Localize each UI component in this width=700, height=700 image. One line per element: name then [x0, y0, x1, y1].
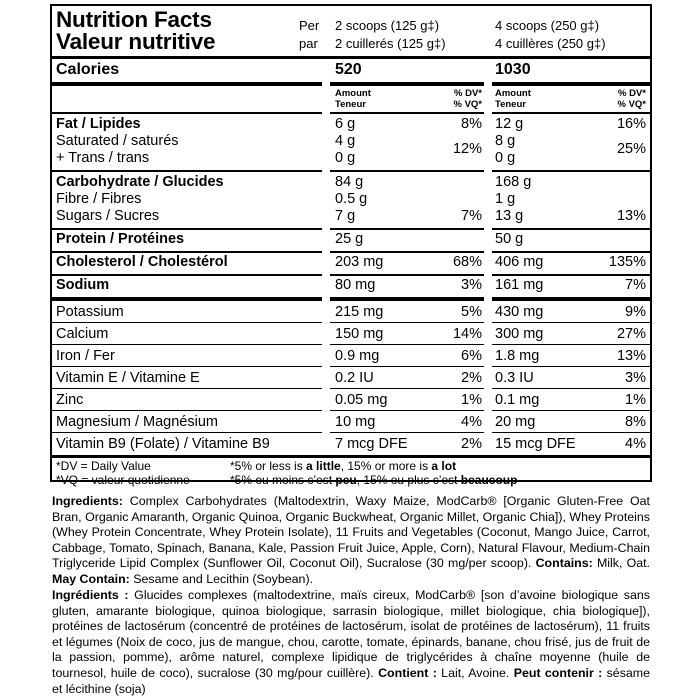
nutrient-amount: 6 g [335, 116, 356, 132]
per-fr: par [299, 36, 318, 51]
nutrient-amount: 215 mg [335, 304, 384, 320]
column-gap [322, 6, 330, 56]
nutrient-dv: 14% [452, 326, 482, 342]
serving2-fr: 4 cuillères (250 g‡) [495, 36, 606, 51]
nutrient-label: Fibre / Fibres [56, 191, 142, 207]
nutrient-dv: 1% [461, 392, 482, 408]
nutrient-dv: 9% [625, 304, 646, 320]
nutrient-amount: 7 g [335, 208, 356, 224]
nutrient-amount: 8 g [495, 133, 516, 149]
divider [52, 112, 650, 114]
nutrient-amount: 161 mg [495, 277, 544, 293]
nutrient-dv: 1% [625, 392, 646, 408]
nutrient-amount: 50 g [495, 231, 524, 247]
divider [52, 274, 650, 276]
divider [52, 170, 650, 172]
nutrient-label: Fat / Lipides [56, 116, 141, 132]
divider-thin [52, 366, 650, 367]
divider [52, 251, 650, 253]
ingredients-en: Ingredients: Complex Carbohydrates (Maltodextrin, Waxy Maize, ModCarb® [Organic Gluten-Free Oat Bran, Organic Amaranth, Organic Quinoa, Organic Buckwheat, Organic Millet, Organic Chia]), Whey Proteins (Whey Protein Concentrate, Whey Protein Isolate), 11 Fruits and Vegetables (Coconut, Mango Juice, Carrot, Cabbage, Tomato, Spinach, Banana, Kale, Passion Fruit Juice, Apple, Corn), Natural Flavour, Medium-Chain Triglyceride Lipid Complex (Sunflower Oil, Coconut Oil), Sucralose (30 mg/per scoop). Contains: Milk, Oat. May Contain: Sesame and Lecithin (Soybean). [52, 494, 651, 586]
divider-thin [52, 344, 650, 345]
nutrient-label: Iron / Fer [56, 348, 115, 364]
nutrient-label: Potassium [56, 304, 124, 320]
nutrient-amount: 150 mg [335, 326, 384, 342]
calories-label: Calories [56, 61, 120, 78]
nutrient-dv: 7% [461, 208, 482, 224]
nutrient-dv: 25% [616, 141, 646, 157]
divider-thick [52, 455, 650, 458]
divider-thin [52, 410, 650, 411]
dv-header: % DV* [618, 88, 646, 99]
nutrient-label: Carbohydrate / Glucides [56, 174, 224, 190]
divider-thick [52, 82, 650, 86]
nutrient-amount: 0.9 mg [335, 348, 380, 364]
nutrient-dv: 12% [452, 141, 482, 157]
nutrient-label: Protein / Protéines [56, 231, 185, 247]
nutrient-label: Vitamin E / Vitamine E [56, 370, 200, 386]
nutrient-amount: 25 g [335, 231, 364, 247]
amount-header: Amount [495, 88, 531, 99]
nutrient-amount: 168 g [495, 174, 532, 190]
dv-header: % DV* [454, 88, 482, 99]
column-gap [484, 59, 492, 455]
nutrient-dv: 68% [452, 254, 482, 270]
nutrient-amount: 0.3 IU [495, 370, 534, 386]
nutrient-dv: 2% [461, 436, 482, 452]
nutrient-dv: 13% [616, 348, 646, 364]
serving2-en: 4 scoops (250 g‡) [495, 18, 600, 33]
nutrient-amount: 406 mg [495, 254, 544, 270]
footnote-fr: *5% ou moins c’est peu, 15% ou plus c’est beaucoup [230, 473, 518, 487]
nutrient-dv: 3% [461, 277, 482, 293]
nutrient-amount: 0.5 g [335, 191, 368, 207]
nutrient-dv: 4% [461, 414, 482, 430]
nutrient-amount: 430 mg [495, 304, 544, 320]
nutrient-dv: 2% [461, 370, 482, 386]
footnote-vq: *VQ = valeur quotidienne [56, 473, 190, 487]
nutrient-dv: 4% [625, 436, 646, 452]
nutrient-label: Zinc [56, 392, 84, 408]
nutrient-amount: 13 g [495, 208, 524, 224]
nutrient-amount: 0 g [335, 150, 356, 166]
per-en: Per [299, 18, 320, 33]
nutrient-label: Magnesium / Magnésium [56, 414, 218, 430]
nutrient-label: Sodium [56, 277, 110, 293]
nutrient-amount: 1.8 mg [495, 348, 540, 364]
nutrient-dv: 8% [461, 116, 482, 132]
calories-col2: 1030 [495, 61, 531, 78]
nutrient-dv: 8% [625, 414, 646, 430]
nutrient-label: Cholesterol / Cholestérol [56, 254, 228, 270]
teneur-header: Teneur [335, 99, 366, 110]
nutrient-dv: 27% [616, 326, 646, 342]
column-gap [484, 6, 492, 56]
serving1-fr: 2 cuillerés (125 g‡) [335, 36, 446, 51]
nutrient-label: Calcium [56, 326, 109, 342]
nutrient-dv: 13% [616, 208, 646, 224]
column-gap [322, 59, 330, 455]
nutrient-label: + Trans / trans [56, 150, 150, 166]
nutrient-label: Vitamin B9 (Folate) / Vitamine B9 [56, 436, 270, 452]
nutrient-dv: 5% [461, 304, 482, 320]
vq-header: % VQ* [617, 99, 646, 110]
nutrient-amount: 0.1 mg [495, 392, 540, 408]
nutrient-amount: 12 g [495, 116, 524, 132]
nutrient-amount: 80 mg [335, 277, 376, 293]
divider [52, 228, 650, 230]
nutrient-dv: 135% [608, 254, 646, 270]
nutrient-amount: 4 g [335, 133, 356, 149]
divider-thick [52, 56, 650, 59]
nutrient-amount: 15 mcg DFE [495, 436, 576, 452]
amount-header: Amount [335, 88, 371, 99]
divider-thick [52, 297, 650, 301]
title-fr: Valeur nutritive [56, 29, 216, 54]
divider-thin [52, 322, 650, 323]
nutrient-amount: 20 mg [495, 414, 536, 430]
nutrient-amount: 1 g [495, 191, 516, 207]
nutrient-label: Saturated / saturés [56, 133, 179, 149]
nutrient-amount: 7 mcg DFE [335, 436, 408, 452]
nutrient-label: Sugars / Sucres [56, 208, 160, 224]
nutrient-amount: 10 mg [335, 414, 376, 430]
nutrient-amount: 300 mg [495, 326, 544, 342]
nutrition-facts-table [50, 4, 652, 487]
divider-thin [52, 432, 650, 433]
vq-header: % VQ* [453, 99, 482, 110]
nutrient-dv: 7% [625, 277, 646, 293]
serving1-en: 2 scoops (125 g‡) [335, 18, 440, 33]
teneur-header: Teneur [495, 99, 526, 110]
ingredients-fr: Ingrédients : Glucides complexes (maltodextrine, maïs cireux, ModCarb® [son d’avoine biologique sans gluten, amarante biologique, quinoa biologique, sarrasin biologique, millet biologique, chia biologique]), protéines de lactosérum (concentré de protéines de lactosérum, isolat de protéines de lactosérum), 11 fruits et légumes (Noix de coco, jus de mangue, chou, carotte, tomate, épinards, banane, chou frisé, jus de fruit de la passion, pomme), arôme naturel, complexe lipidique de triglycérides à chaîne moyenne (huile de tournesol, huile de coco), sucralose (30 mg/pour cuillère). Contient : Lait, Avoine. Peut contenir : sésame et lécithine (soja) [52, 588, 650, 696]
nutrient-amount: 84 g [335, 174, 364, 190]
nutrient-amount: 0 g [495, 150, 516, 166]
nutrient-amount: 203 mg [335, 254, 384, 270]
footnote-dv: *DV = Daily Value [56, 459, 151, 473]
nutrient-dv: 3% [625, 370, 646, 386]
title-en: Nutrition Facts [56, 7, 212, 32]
nutrient-amount: 0.2 IU [335, 370, 374, 386]
calories-col1: 520 [335, 61, 362, 78]
nutrient-amount: 0.05 mg [335, 392, 388, 408]
nutrient-dv: 6% [461, 348, 482, 364]
nutrient-dv: 16% [616, 116, 646, 132]
divider-thin [52, 388, 650, 389]
footnote-en: *5% or less is a little, 15% or more is a lot [230, 459, 457, 473]
